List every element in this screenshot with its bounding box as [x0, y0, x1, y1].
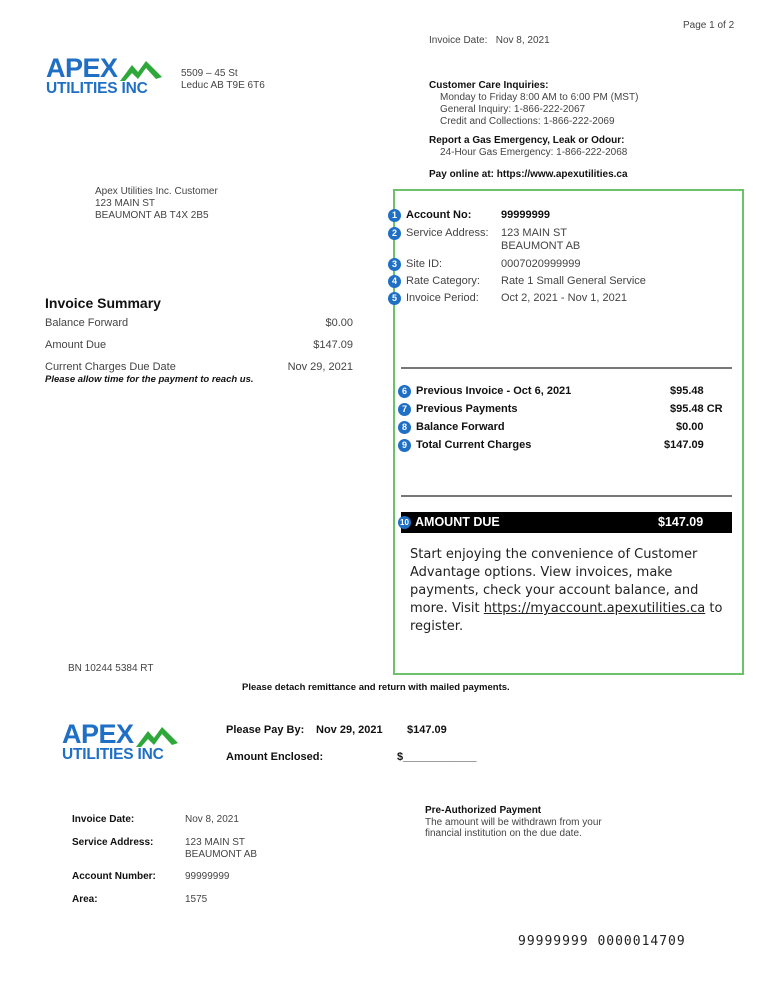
- company-address-line2: Leduc AB T9E 6T6: [181, 80, 265, 91]
- payment-timing-note: Please allow time for the payment to reach us.: [45, 374, 254, 385]
- amount-due-bar: [401, 512, 732, 533]
- marker-10-icon: 10: [398, 516, 411, 529]
- service-address-value: [501, 227, 580, 253]
- remit-account-number-label: Account Number:: [72, 871, 156, 882]
- marker-8-icon: 8: [398, 421, 411, 434]
- company-address-line1: 5509 – 45 St: [181, 68, 238, 79]
- customer-care-hours: Monday to Friday 8:00 AM to 6:00 PM (MST): [440, 92, 639, 103]
- customer-city: BEAUMONT AB T4X 2B5: [95, 210, 209, 221]
- marker-1-icon: 1: [388, 209, 401, 222]
- service-address-line1: 123 MAIN ST: [501, 227, 568, 239]
- page-indicator: Page 1 of 2: [683, 20, 735, 31]
- company-address: [181, 68, 265, 92]
- credit-collections-phone: Credit and Collections: 1-866-222-2069: [440, 116, 615, 127]
- invoice-date-label: Invoice Date:: [429, 35, 488, 46]
- invoice-period-value: Oct 2, 2021 - Nov 1, 2021: [501, 292, 627, 304]
- summary-row-amount-due: [45, 339, 353, 361]
- logo-utilities-text: UTILITIES INC: [62, 746, 164, 763]
- account-no-value: 99999999: [501, 209, 550, 221]
- pap-title: Pre-Authorized Payment: [425, 805, 542, 816]
- invoice-summary: [45, 295, 353, 386]
- remit-area-value: 1575: [185, 894, 208, 905]
- amount-due-label: AMOUNT DUE: [415, 515, 500, 529]
- site-id-value: 0007020999999: [501, 258, 581, 270]
- pay-by-amount: $147.09: [407, 724, 447, 736]
- mountain-icon: [120, 59, 162, 81]
- marker-9-icon: 9: [398, 439, 411, 452]
- emergency-block: [429, 135, 627, 159]
- customer-name: Apex Utilities Inc. Customer: [95, 186, 218, 197]
- amount-enclosed-label: Amount Enclosed:: [226, 751, 324, 763]
- promo-suffix: to register.: [410, 601, 723, 634]
- remit-account-number-value: 99999999: [185, 871, 230, 882]
- marker-2-icon: 2: [388, 227, 401, 240]
- previous-payments-value: $95.48 CR: [670, 403, 723, 415]
- promo-text: Start enjoying the convenience of Customer Advantage options. View invoices, make payments, check your account balance, and more. Visit: [410, 547, 699, 616]
- previous-payments-label: Previous Payments: [416, 403, 518, 415]
- summary-label: Amount Due: [45, 339, 107, 351]
- business-number: BN 10244 5384 RT: [68, 663, 154, 674]
- amount-enclosed-field[interactable]: $____________: [397, 751, 477, 763]
- remit-area-label: Area:: [72, 894, 98, 905]
- customer-care-block: [429, 80, 638, 128]
- invoice-summary-title: Invoice Summary: [45, 295, 161, 311]
- pay-by-date: Nov 29, 2021: [316, 724, 383, 736]
- logo-utilities-text: UTILITIES INC: [46, 80, 148, 97]
- pre-authorized-payment-block: [425, 805, 602, 839]
- remit-service-address-value: [185, 837, 257, 861]
- total-current-charges-value: $147.09: [664, 439, 704, 451]
- remit-address-line2: BEAUMONT AB: [185, 849, 258, 860]
- pay-online-link[interactable]: Pay online at: https://www.apexutilities.ca: [429, 169, 628, 180]
- total-current-charges-label: Total Current Charges: [416, 439, 532, 451]
- rate-category-value: Rate 1 Small General Service: [501, 275, 646, 287]
- customer-street: 123 MAIN ST: [95, 198, 156, 209]
- customer-care-title: Customer Care Inquiries:: [429, 80, 549, 91]
- invoice-period-label: Invoice Period:: [406, 292, 479, 304]
- logo-apex-text: APEX: [62, 719, 134, 749]
- service-address-label: Service Address:: [406, 227, 489, 239]
- marker-6-icon: 6: [398, 385, 411, 398]
- service-address-line2: BEAUMONT AB: [501, 240, 581, 252]
- divider: [401, 495, 732, 497]
- marker-7-icon: 7: [398, 403, 411, 416]
- logo-apex-text: APEX: [46, 53, 118, 83]
- emergency-title: Report a Gas Emergency, Leak or Odour:: [429, 135, 625, 146]
- summary-value: $0.00: [325, 317, 353, 329]
- balance-forward-value: $0.00: [676, 421, 704, 433]
- invoice-date-value: Nov 8, 2021: [495, 35, 550, 46]
- account-no-label: Account No:: [406, 209, 472, 221]
- remittance-logo: [62, 721, 192, 765]
- customer-advantage-promo: [410, 546, 740, 636]
- summary-value: $147.09: [313, 339, 353, 351]
- remit-invoice-date-label: Invoice Date:: [72, 814, 135, 825]
- summary-value: Nov 29, 2021: [287, 361, 353, 373]
- detach-note: Please detach remittance and return with mailed payments.: [242, 682, 510, 693]
- balance-forward-label: Balance Forward: [416, 421, 505, 433]
- remit-address-line1: 123 MAIN ST: [185, 837, 246, 848]
- marker-5-icon: 5: [388, 292, 401, 305]
- site-id-label: Site ID:: [406, 258, 443, 270]
- customer-address: [95, 186, 218, 222]
- remit-service-address-label: Service Address:: [72, 837, 154, 848]
- marker-4-icon: 4: [388, 275, 401, 288]
- divider: [401, 367, 732, 369]
- summary-label: Balance Forward: [45, 317, 129, 329]
- marker-3-icon: 3: [388, 258, 401, 271]
- mountain-icon: [136, 725, 178, 747]
- previous-invoice-label: Previous Invoice - Oct 6, 2021: [416, 385, 572, 397]
- amount-due-value: $147.09: [658, 515, 704, 529]
- emergency-phone: 24-Hour Gas Emergency: 1-866-222-2068: [440, 147, 628, 158]
- summary-row-due-date: [45, 361, 353, 374]
- invoice-date: [429, 35, 550, 47]
- general-inquiry-phone: General Inquiry: 1-866-222-2067: [440, 104, 586, 115]
- previous-invoice-value: $95.48: [670, 385, 704, 397]
- company-logo: [46, 55, 176, 99]
- pap-line1: The amount will be withdrawn from your: [425, 817, 602, 828]
- summary-row-balance-forward: [45, 317, 353, 339]
- myaccount-link[interactable]: https://myaccount.apexutilities.ca: [483, 601, 706, 616]
- summary-label: Current Charges Due Date: [45, 361, 176, 373]
- pap-line2: financial institution on the due date.: [425, 828, 582, 839]
- ocr-scan-line: 99999999 0000014709: [518, 934, 686, 949]
- pay-by-label: Please Pay By:: [226, 724, 305, 736]
- rate-category-label: Rate Category:: [406, 275, 480, 287]
- remit-invoice-date-value: Nov 8, 2021: [185, 814, 239, 825]
